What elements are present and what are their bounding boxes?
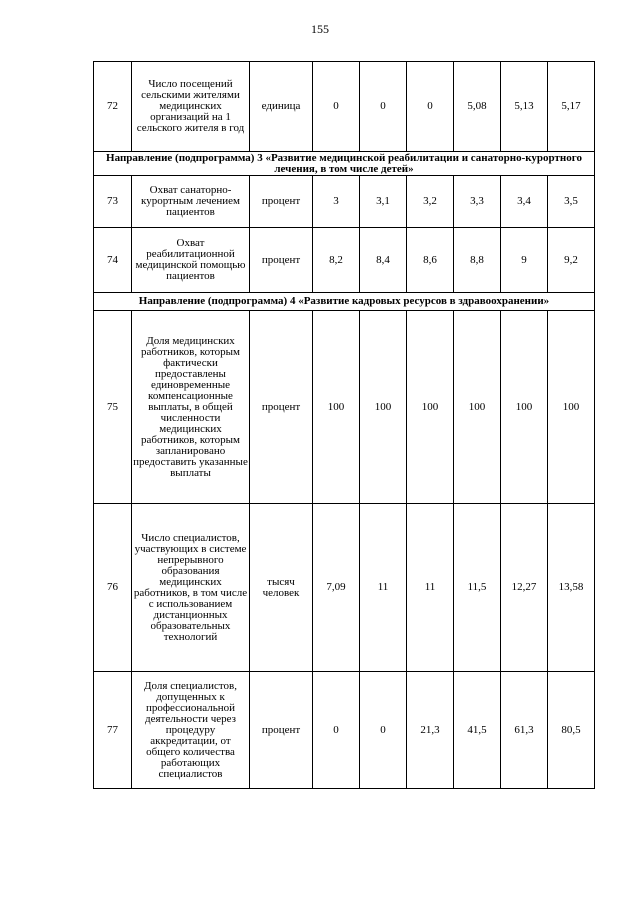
table-row <box>94 504 595 672</box>
row-number: 77 <box>94 672 132 789</box>
value-cell: 100 <box>407 311 454 504</box>
indicators-table <box>93 61 595 789</box>
value-cell: 11 <box>360 504 407 672</box>
value-cell: 0 <box>360 672 407 789</box>
value-cell: 100 <box>313 311 360 504</box>
indicator-name: Число посещений сельскими жителями медицинских организаций на 1 сельского жителя в год <box>132 62 250 152</box>
value-cell: 0 <box>313 62 360 152</box>
section-header-row <box>94 152 595 176</box>
unit-cell: процент <box>250 176 313 228</box>
value-cell: 8,8 <box>454 228 501 293</box>
indicator-name: Доля специалистов, допущенных к профессиональной деятельности через процедуру аккредитации, от общего количества работающих специалистов <box>132 672 250 789</box>
value-cell: 8,6 <box>407 228 454 293</box>
table-row <box>94 311 595 504</box>
value-cell: 3,2 <box>407 176 454 228</box>
unit-cell: тысяч человек <box>250 504 313 672</box>
value-cell: 9 <box>501 228 548 293</box>
table-row <box>94 62 595 152</box>
unit-cell: процент <box>250 672 313 789</box>
page-number: 155 <box>311 22 329 36</box>
value-cell: 3,5 <box>548 176 595 228</box>
value-cell: 80,5 <box>548 672 595 789</box>
table-row <box>94 672 595 789</box>
unit-cell: единица <box>250 62 313 152</box>
indicator-name: Охват реабилитационной медицинской помощью пациентов <box>132 228 250 293</box>
row-number: 75 <box>94 311 132 504</box>
value-cell: 13,58 <box>548 504 595 672</box>
row-number: 74 <box>94 228 132 293</box>
section-4-title: Направление (подпрограмма) 4 «Развитие кадровых ресурсов в здравоохранении» <box>94 293 595 311</box>
value-cell: 11,5 <box>454 504 501 672</box>
value-cell: 9,2 <box>548 228 595 293</box>
indicator-name: Число специалистов, участвующих в системе непрерывного образования медицинских работников, в том числе с использованием дистанционных образовательных технологий <box>132 504 250 672</box>
value-cell: 11 <box>407 504 454 672</box>
value-cell: 12,27 <box>501 504 548 672</box>
value-cell: 61,3 <box>501 672 548 789</box>
table-row <box>94 176 595 228</box>
value-cell: 100 <box>501 311 548 504</box>
value-cell: 8,2 <box>313 228 360 293</box>
value-cell: 3,3 <box>454 176 501 228</box>
unit-cell: процент <box>250 311 313 504</box>
section-3-title: Направление (подпрограмма) 3 «Развитие медицинской реабилитации и санаторно-курортного лечения, в том числе детей» <box>94 152 595 176</box>
value-cell: 0 <box>360 62 407 152</box>
value-cell: 3,1 <box>360 176 407 228</box>
value-cell: 5,08 <box>454 62 501 152</box>
value-cell: 8,4 <box>360 228 407 293</box>
row-number: 76 <box>94 504 132 672</box>
value-cell: 3 <box>313 176 360 228</box>
value-cell: 21,3 <box>407 672 454 789</box>
value-cell: 100 <box>454 311 501 504</box>
table-row <box>94 228 595 293</box>
value-cell: 100 <box>548 311 595 504</box>
value-cell: 5,17 <box>548 62 595 152</box>
value-cell: 41,5 <box>454 672 501 789</box>
value-cell: 3,4 <box>501 176 548 228</box>
indicator-name: Доля медицинских работников, которым фактически предоставлены единовременные компенсационные выплаты, в общей численности медицинских работников, которым запланировано предоставить указанные выплаты <box>132 311 250 504</box>
unit-cell: процент <box>250 228 313 293</box>
value-cell: 100 <box>360 311 407 504</box>
value-cell: 0 <box>407 62 454 152</box>
value-cell: 0 <box>313 672 360 789</box>
row-number: 72 <box>94 62 132 152</box>
indicator-name: Охват санаторно-курортным лечением пациентов <box>132 176 250 228</box>
section-header-row <box>94 293 595 311</box>
value-cell: 7,09 <box>313 504 360 672</box>
row-number: 73 <box>94 176 132 228</box>
value-cell: 5,13 <box>501 62 548 152</box>
